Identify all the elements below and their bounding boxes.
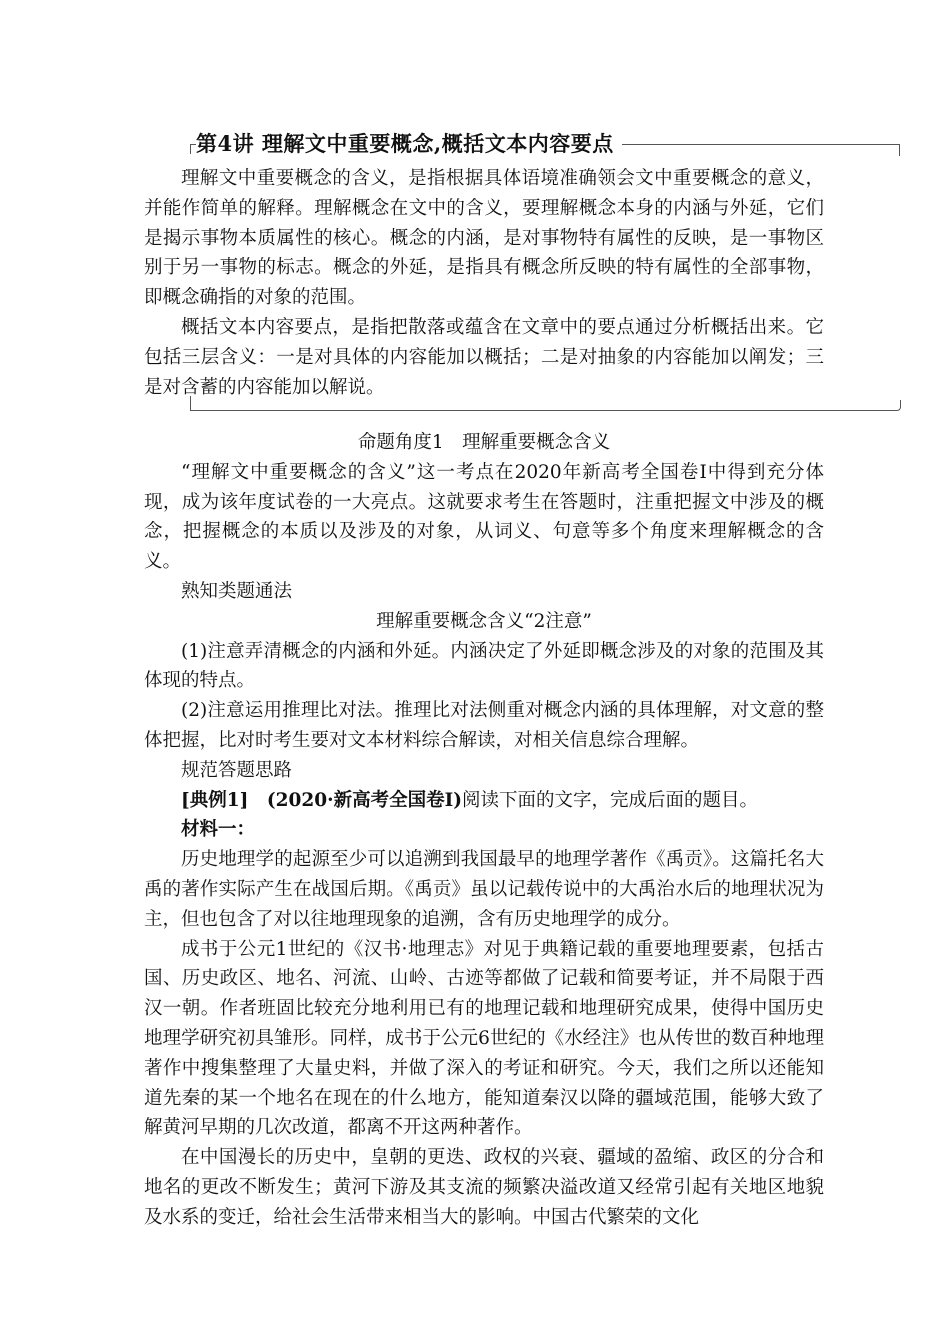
intro-box-bottom-rule xyxy=(190,400,901,411)
intro-box xyxy=(144,164,824,402)
method-title: 理解重要概念含义“2注意” xyxy=(376,610,592,632)
lesson-title-bar xyxy=(190,128,900,158)
material-paragraph-2: 成书于公元1世纪的《汉书·地理志》对见于典籍记载的重要地理要素，包括古国、历史政区、地名、河流、山岭、古迹等都做了记载和简要考证，并不局限于西汉一朝。作者班固比较充分地利用已有的地理记载和地理研究成果，使得中国历史地理学研究初具雏形。同样，成书于公元6世纪的《水经注》也从传世的数百种地理著作中搜集整理了大量史料，并做了深入的考证和研究。今天，我们之所以还能知道先秦的某一个地名在现在的什么地方，能知道秦汉以降的疆域范围，能够大致了解黄河早期的几次改道，都离不开这两种著作。 xyxy=(144,938,824,1139)
subheading-answer-approach: 规范答题思路 xyxy=(181,759,293,781)
intro-paragraph-1: 理解文中重要概念的含义，是指根据具体语境准确领会文中重要概念的意义，并能作简单的解释。理解概念在文中的含义，要理解概念本身的内涵与外延，它们是揭示事物本质属性的核心。概念的内涵，是对事物特有属性的反映，是一事物区别于另一事物的标志。概念的外延，是指具有概念所反映的特有属性的全部事物，即概念确指的对象的范围。 xyxy=(144,168,824,309)
subheading-methods: 熟知类题通法 xyxy=(181,580,293,602)
example-instruction: 阅读下面的文字，完成后面的题目。 xyxy=(462,789,759,811)
intro-paragraph-2: 概括文本内容要点，是指把散落或蕴含在文章中的要点通过分析概括出来。它包括三层含义：一是对具体的内容能加以概括；二是对抽象的内容能加以阐发；三是对含蓄的内容能加以解说。 xyxy=(144,316,824,398)
title-rule-right-tick xyxy=(899,144,900,156)
example-label: [典例1] xyxy=(181,789,249,811)
material-paragraph-3: 在中国漫长的历史中，皇朝的更迭、政权的兴衰、疆域的盈缩、政区的分合和地名的更改不断发生；黄河下游及其支流的频繁决溢改道又经常引起有关地区地貌及水系的变迁，给社会生活带来相当大的影响。中国古代繁荣的文化 xyxy=(144,1147,824,1228)
method-point-2: (2)注意运用推理比对法。推理比对法侧重对概念内涵的具体理解，对文意的整体把握，比对时考生要对文本材料综合解读，对相关信息综合理解。 xyxy=(144,700,824,751)
method-point-1: (1)注意弄清概念的内涵和外延。内涵决定了外延即概念涉及的对象的范围及其体现的特点。 xyxy=(144,640,824,692)
material-label: 材料一： xyxy=(181,819,256,841)
main-content xyxy=(144,428,824,1233)
title-rule-left-tick xyxy=(190,144,191,154)
section-heading: 命题角度1 理解重要概念含义 xyxy=(357,432,611,453)
lesson-title: 第4讲 理解文中重要概念,概括文本内容要点 xyxy=(196,128,622,158)
example-line xyxy=(144,786,824,816)
section-paragraph: “理解文中重要概念的含义”这一考点在2020年新高考全国卷Ⅰ中得到充分体现，成为该年度试卷的一大亮点。这就要求考生在答题时，注重把握文中涉及的概念，把握概念的本质以及涉及的对象，从词义、句意等多个角度来理解概念的含义。 xyxy=(144,461,824,573)
example-source: (2020·新高考全国卷Ⅰ) xyxy=(266,789,462,811)
material-paragraph-1: 历史地理学的起源至少可以追溯到我国最早的地理学著作《禹贡》。这篇托名大禹的著作实际产生在战国后期。《禹贡》虽以记载传说中的大禹治水后的地理状况为主，但也包含了对以往地理现象的追溯，含有历史地理学的成分。 xyxy=(144,849,824,930)
